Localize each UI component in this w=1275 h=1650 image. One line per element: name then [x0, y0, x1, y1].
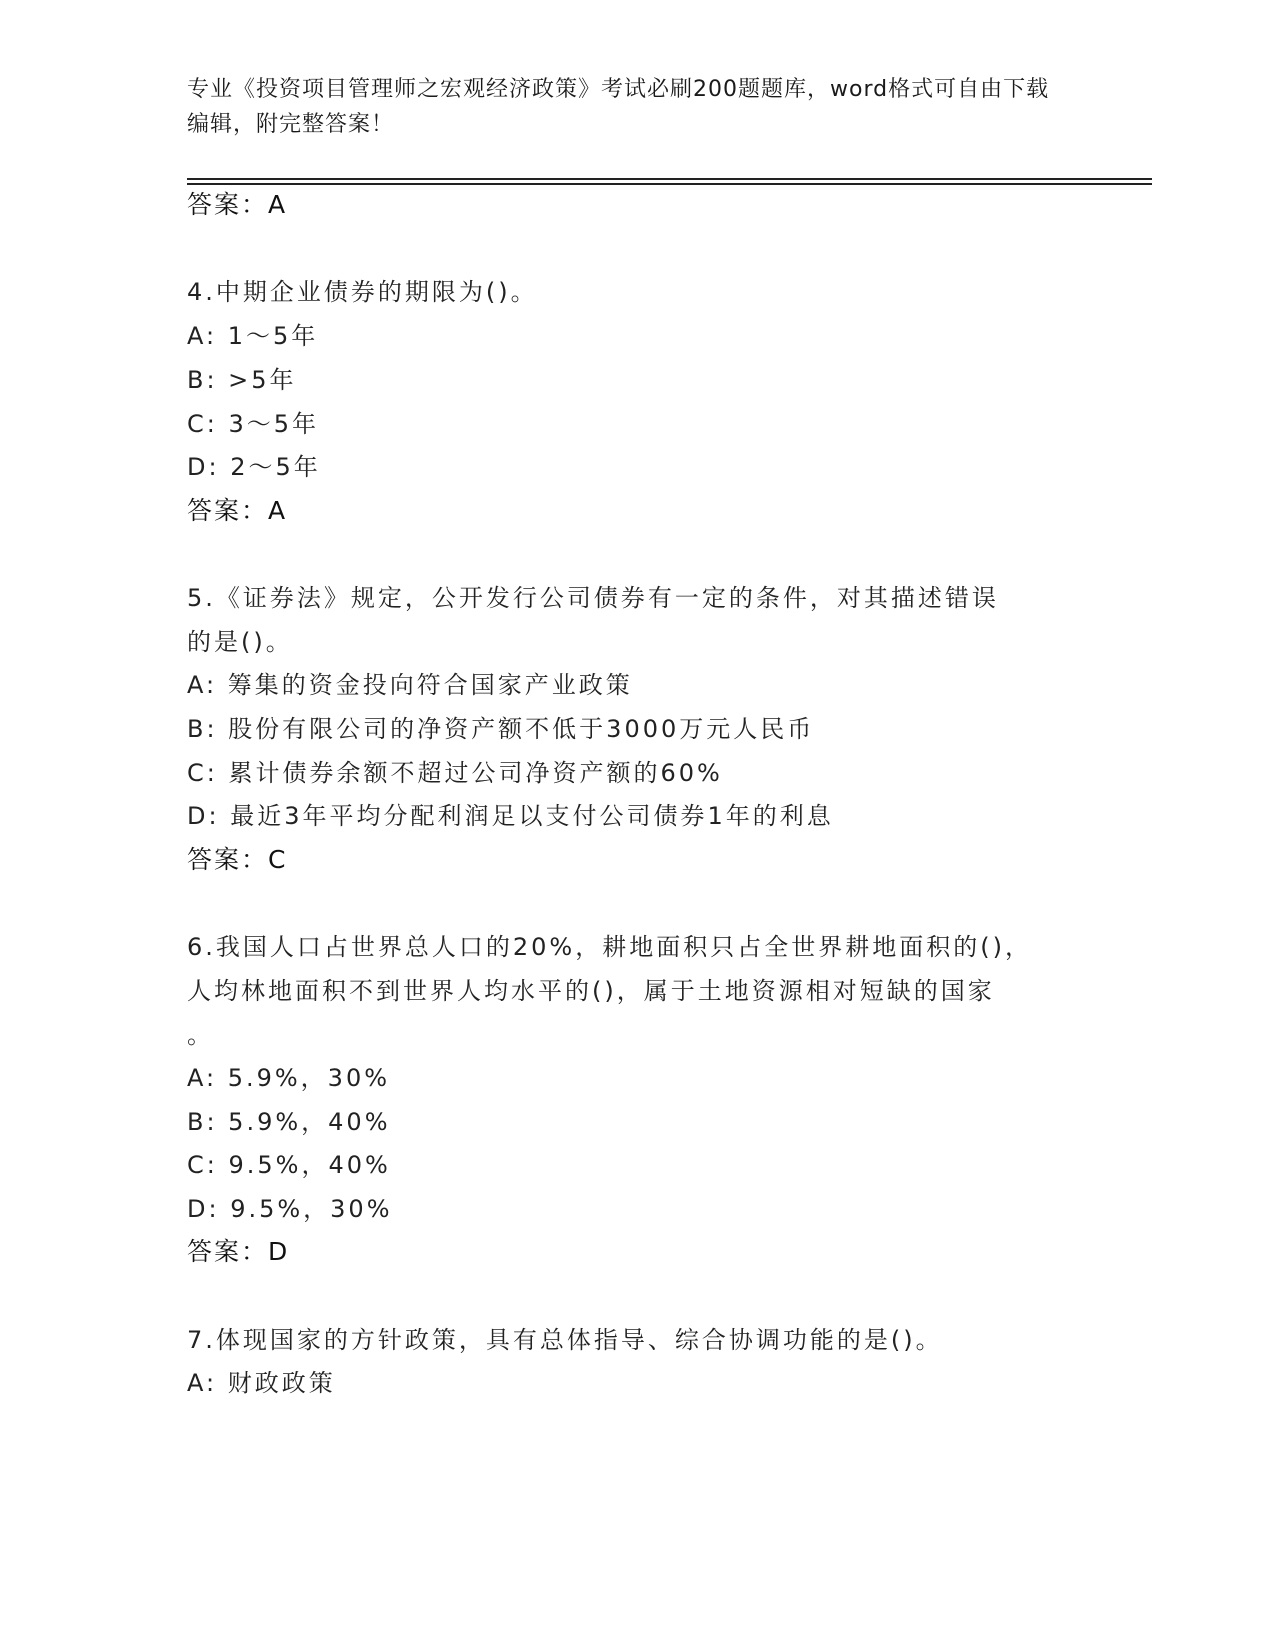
q6-option-d: D: 9.5%，30%: [187, 1195, 393, 1223]
q6-option-b: B: 5.9%，40%: [187, 1108, 391, 1136]
question-7: 7.体现国家的方针政策，具有总体指导、综合协调功能的是()。: [187, 1326, 943, 1354]
document-header: 专业《投资项目管理师之宏观经济政策》考试必刷200题题库，word格式可自由下载编辑，附完整答案！: [187, 77, 1050, 137]
question-6-line-1: 6.我国人口占世界总人口的20%，耕地面积只占全世界耕地面积的()，: [187, 933, 1032, 961]
q5-option-a: A: 筹集的资金投向符合国家产业政策: [187, 671, 633, 699]
q6-option-c: C: 9.5%，40%: [187, 1151, 391, 1179]
q4-option-d: D: 2～5年: [187, 453, 321, 481]
question-6-line-3: 。: [187, 1021, 214, 1049]
q5-answer: 答案：C: [187, 845, 288, 874]
q6-answer: 答案：D: [187, 1237, 290, 1266]
question-5-line-2: 的是()。: [187, 628, 293, 656]
q5-option-b: B: 股份有限公司的净资产额不低于3000万元人民币: [187, 715, 815, 743]
question-5-line-1: 5.《证券法》规定，公开发行公司债券有一定的条件，对其描述错误: [187, 584, 999, 612]
question-4: 4.中期企业债券的期限为()。: [187, 278, 538, 306]
q5-option-d: D: 最近3年平均分配利润足以支付公司债券1年的利息: [187, 802, 834, 830]
header-rule-bottom: [187, 183, 1152, 185]
q7-option-a: A: 财政政策: [187, 1369, 336, 1397]
q6-option-a: A: 5.9%，30%: [187, 1064, 391, 1092]
answer-line: 答案：A: [187, 190, 288, 219]
q4-option-b: B: >5年: [187, 366, 297, 394]
question-6-line-2: 人均林地面积不到世界人均水平的()，属于土地资源相对短缺的国家: [187, 977, 995, 1005]
q4-option-a: A: 1～5年: [187, 322, 319, 350]
q5-option-c: C: 累计债券余额不超过公司净资产额的60%: [187, 759, 723, 787]
q4-answer: 答案：A: [187, 496, 288, 525]
q4-option-c: C: 3～5年: [187, 410, 320, 438]
header-rule-top: [187, 178, 1152, 180]
